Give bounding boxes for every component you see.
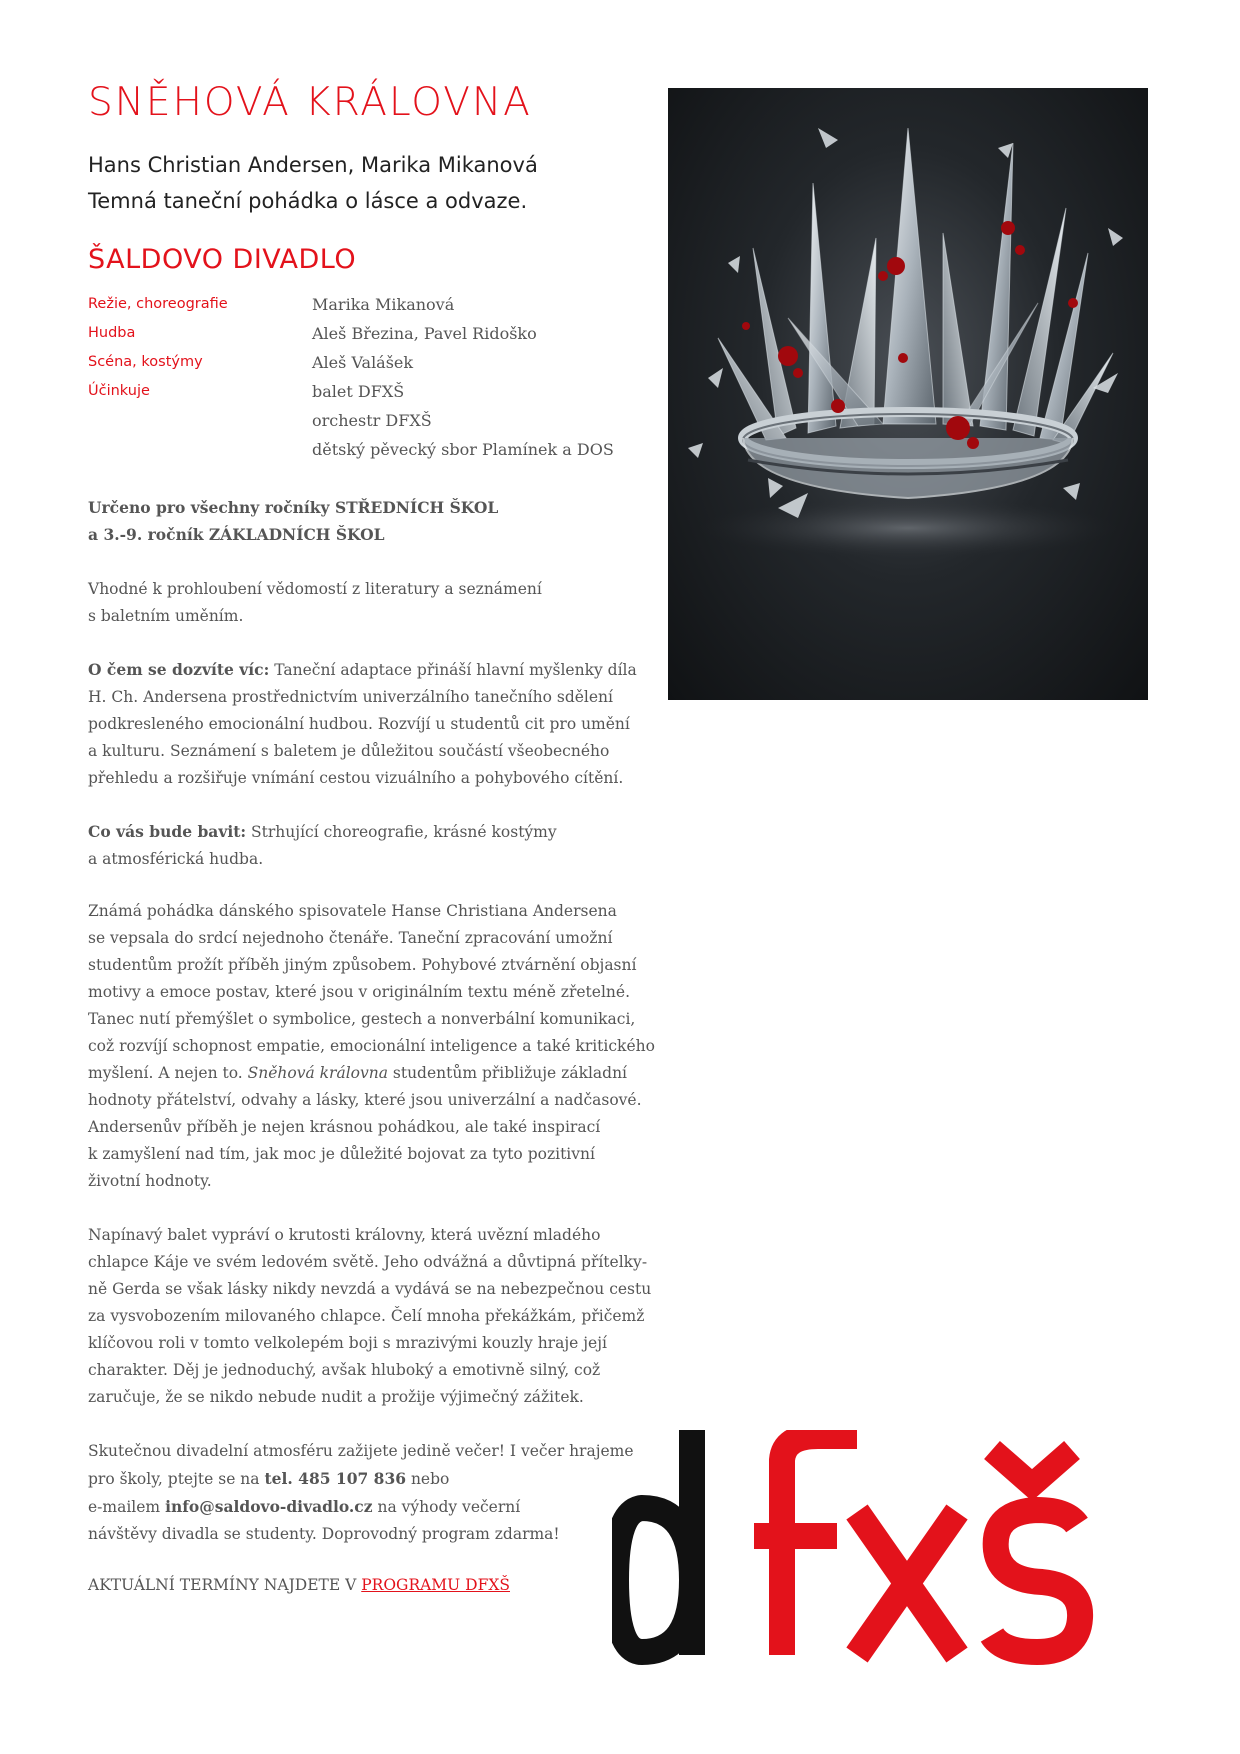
credit-label-cast: Účinkuje: [88, 383, 150, 399]
text-segment: e-mailem: [88, 1498, 166, 1516]
credit-value-cast-2: orchestr DFXŠ: [312, 411, 432, 430]
program-link[interactable]: PROGRAMU DFXŠ: [361, 1576, 510, 1594]
text-segment: pro školy, ptejte se na: [88, 1470, 265, 1488]
page-title: SNĚHOVÁ KRÁLOVNA: [88, 80, 532, 125]
authors: Hans Christian Andersen, Marika Mikanová: [88, 153, 538, 177]
text-line: za vysvobozením milovaného chlapce. Čelí mnoha překážkám, přičemž: [88, 1307, 645, 1325]
text-line: Známá pohádka dánského spisovatele Hanse Christiana Andersena: [88, 902, 617, 920]
text-line: charakter. Děj je jednoduchý, avšak hluboký a emotivně silný, což: [88, 1361, 601, 1379]
tagline: Temná taneční pohádka o lásce a odvaze.: [88, 189, 528, 213]
text-line: klíčovou roli v tomto velkolepém boji s mrazivými kouzly hraje její: [88, 1334, 607, 1352]
program-text: AKTUÁLNÍ TERMÍNY NAJDETE V: [88, 1576, 362, 1594]
credit-label-direction: Režie, choreografie: [88, 296, 228, 312]
text-line: Napínavý balet vypráví o krutosti královny, která uvězní mladého: [88, 1226, 601, 1244]
text-line: což rozvíjí schopnost empatie, emocionální inteligence a také kritického: [88, 1037, 655, 1055]
text-line: studentům prožít příběh jiným způsobem. Pohybové ztvárnění objasní: [88, 956, 637, 974]
audience-block: [88, 494, 498, 548]
dfxs-logo: [612, 1430, 1152, 1670]
text-segment: nebo: [406, 1470, 450, 1488]
learn-label: O čem se dozvíte víc:: [88, 660, 270, 679]
text-line: podkresleného emocionální hudbou. Rozvíjí u studentů cit pro umění: [88, 715, 630, 733]
text-line: Skutečnou divadelní atmosféru zažijete jedině večer! I večer hrajeme: [88, 1442, 634, 1460]
text-line: ně Gerda se však lásky nikdy nevzdá a vydává se na nebezpečnou cestu: [88, 1280, 652, 1298]
text-line: chlapce Káje ve svém ledovém světě. Jeho odvážná a důvtipná přítelky-: [88, 1253, 648, 1271]
audience-line: a 3.-9. ročník ZÁKLADNÍCH ŠKOL: [88, 525, 385, 544]
text-line: Tanec nutí přemýšlet o symbolice, gestech a nonverbální komunikaci,: [88, 1010, 636, 1028]
story-paragraph-1: [88, 898, 655, 1195]
credit-value-cast-1: balet DFXŠ: [312, 382, 405, 401]
text-line: návštěvy divadla se studenty. Doprovodný program zdarma!: [88, 1525, 560, 1543]
phone-number: tel. 485 107 836: [264, 1469, 407, 1488]
text-line: životní hodnoty.: [88, 1172, 212, 1190]
credit-value-set: Aleš Valášek: [312, 353, 414, 372]
text-line: Andersenův příběh je nejen krásnou pohádkou, ale také inspirací: [88, 1118, 601, 1136]
text-line: a kulturu. Seznámení s baletem je důležitou součástí všeobecného: [88, 742, 610, 760]
text-line: hodnoty přátelství, odvahy a lásky, které jsou univerzální a nadčasové.: [88, 1091, 642, 1109]
learn-paragraph: [88, 656, 637, 792]
suitable-paragraph: [88, 576, 542, 630]
text-segment: Taneční adaptace přináší hlavní myšlenky díla: [269, 661, 637, 679]
fun-paragraph: [88, 818, 557, 873]
work-title-italic: Sněhová královna: [247, 1064, 388, 1082]
credit-value-direction: Marika Mikanová: [312, 295, 455, 314]
credit-value-music: Aleš Březina, Pavel Ridoško: [312, 324, 537, 343]
credit-value-cast-3: dětský pěvecký sbor Plamínek a DOS: [312, 440, 614, 459]
fun-label: Co vás bude bavit:: [88, 822, 247, 841]
text-line: H. Ch. Andersena prostřednictvím univerzálního tanečního sdělení: [88, 688, 613, 706]
text-line: přehledu a rozšiřuje vnímání cestou vizuálního a pohybového cítění.: [88, 769, 624, 787]
credit-label-music: Hudba: [88, 325, 136, 341]
text-line: a atmosférická hudba.: [88, 850, 264, 868]
text-line: zaručuje, že se nikdo nebude nudit a prožije výjimečný zážitek.: [88, 1388, 584, 1406]
dfxs-logo-mark: [612, 1430, 1152, 1670]
credit-label-set: Scéna, kostýmy: [88, 354, 203, 370]
story-paragraph-2: [88, 1222, 651, 1411]
text-segment: Strhující choreografie, krásné kostýmy: [246, 823, 557, 841]
text-line: se vepsala do srdcí nejednoho čtenáře. Taneční zpracování umožní: [88, 929, 613, 947]
program-line: [88, 1572, 510, 1599]
audience-line: Určeno pro všechny ročníky STŘEDNÍCH ŠKOL: [88, 498, 499, 517]
venue-heading: ŠALDOVO DIVADLO: [88, 244, 357, 275]
email-address: info@saldovo-divadlo.cz: [165, 1497, 373, 1516]
contact-paragraph: [88, 1438, 634, 1548]
text-line: s baletním uměním.: [88, 607, 244, 625]
text-segment: na výhody večerní: [372, 1498, 521, 1516]
poster-image: [668, 88, 1148, 700]
text-segment: myšlení. A nejen to.: [88, 1064, 248, 1082]
text-segment: studentům přibližuje základní: [387, 1064, 628, 1082]
text-line: Vhodné k prohloubení vědomostí z literatury a seznámení: [88, 580, 542, 598]
crown-illustration: [668, 88, 1148, 700]
text-line: k zamyšlení nad tím, jak moc je důležité bojovat za tyto pozitivní: [88, 1145, 595, 1163]
text-line: motivy a emoce postav, které jsou v originálním textu méně zřetelné.: [88, 983, 630, 1001]
